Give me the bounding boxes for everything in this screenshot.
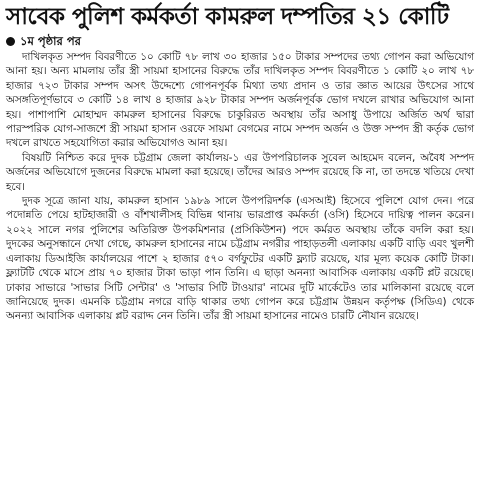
continued-from-label: [6, 33, 81, 49]
paragraph-3: দুদক সূত্রে জানা যায়, কামরুল হাসান ১৯৮৯ সালে উপপরিদর্শক (এসআই) হিসেবে পুলিশে যোগ দেন। পরে পদোন্নতি পেয়ে হাটহাজারী ও বাঁশখালীসহ বিভিন্ন থানায় ভারপ্রাপ্ত কর্মকর্তা (ওসি) হিসেবে দায়িত্ব পালন করেন। ২০২২ সালে নগর পুলিশের অতিরিক্ত উপকমিশনার (প্রসিকিউশন) পদে কর্মরত অবস্থায় তাঁকে বদলি করা হয়। দুদকের অনুসন্ধানে দেখা গেছে, কামরুল হাসানের নামে চট্টগ্রাম নগরীর পাহাড়তলী এলাকায় একটি বাড়ি এবং খুলশী এলাকায় ডিআইজি কার্যালয়ের পাশে ২ হাজার ৫৭০ বর্গফুটের একটি ফ্ল্যাট রয়েছে, যার মূল্য কয়েক কোটি টাকা। ফ্ল্যাটটি থেকে মাসে প্রায় ৭০ হাজার টাকা ভাড়া পান তিনি। এ ছাড়া অনন্যা আবাসিক এলাকায় একটি প্লট রয়েছে। ঢাকার সাভারে 'সাভার সিটি সেন্টার' ও 'সাভার সিটি টাওয়ার' নামের দুটি মার্কেটেও তার মালিকানা রয়েছে বলে জানিয়েছে দুদক। এমনকি চট্টগ্রাম নগরে বাড়ি থাকার তথ্য গোপন করে চট্টগ্রাম উন্নয়ন কর্তৃপক্ষ (সিডিএ) থেকে অনন্যা আবাসিক এলাকায় প্লট বরাদ্দ নেন তিনি। তাঁর স্ত্রী সায়মা হাসানের নামেও চারটি নৌযান রয়েছে।: [6, 195, 474, 323]
continued-text: ১ম পৃষ্ঠার পর: [20, 34, 81, 48]
article-headline: সাবেক পুলিশ কর্মকর্তা কামরুল দম্পতির ২১ কোটি: [6, 4, 449, 30]
paragraph-2: বিষয়টি নিশ্চিত করে দুদক চট্টগ্রাম জেলা কার্যালয়-১ এর উপপরিচালক সুবেল আহমেদ বলেন, অবৈধ সম্পদ অর্জনের অভিযোগে দুজনের বিরুদ্ধে মামলা করা হয়েছে। তাঁদের আরও সম্পদ রয়েছে কি না, তা তদন্তে খতিয়ে দেখা হবে।: [6, 151, 474, 193]
paragraph-1: দাখিলকৃত সম্পদ বিবরণীতে ১০ কোটি ৭৮ লাখ ৩০ হাজার ১৫০ টাকার সম্পদের তথ্য গোপন করা অভিযোগ আনা হয়। অন্য মামলায় তাঁর স্ত্রী সায়মা হাসানের বিরুদ্ধে তাঁর দাখিলকৃত সম্পদ বিবরণীতে ১ কোটি ২০ লাখ ৭৮ হাজার ৭২৩ টাকার সম্পদ অসৎ উদ্দেশ্যে গোপনপূর্বক মিথ্যা তথ্য প্রদান ও তার জ্ঞাত আয়ের উৎসের সাথে অসঙ্গতিপূর্ণভাবে ৩ কোটি ১৪ লাখ ৪ হাজার ৯২৮ টাকার সম্পদ অর্জনপূর্বক ভোগ দখলে রাখার অভিযোগ আনা হয়। পাশাপাশি মোহাম্মদ কামরুল হাসানের বিরুদ্ধে চাকুরিরত অবস্থায় তাঁর অসাধু উপায়ে অর্জিত অর্থ দ্বারা পারস্পরিক যোগ-সাজশে স্ত্রী সায়মা হাসান ওরফে সায়মা বেগমের নামে সম্পদ অর্জন ও উক্ত সম্পদ স্ত্রী কর্তৃক ভোগ দখলে রাখতে সহযোগিতা করার অভিযোগও আনা হয়।: [6, 51, 474, 150]
article-body: [6, 50, 474, 324]
bullet-icon: [6, 37, 15, 46]
